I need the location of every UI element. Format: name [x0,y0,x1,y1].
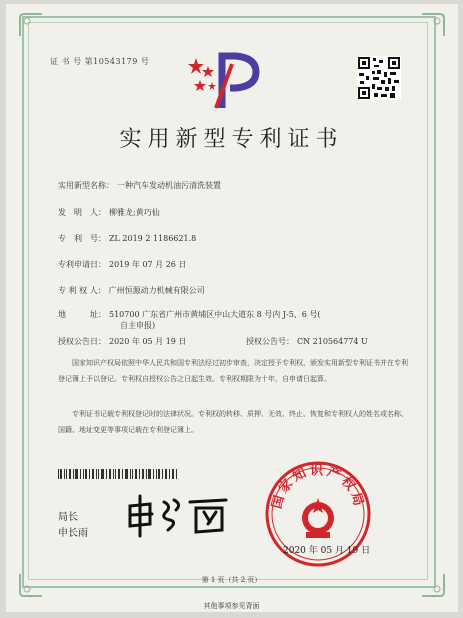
page-number: 第 1 页（共 2 页） [201,576,262,584]
field-value: 2020 年 05 月 19 日 [109,337,187,346]
barcode-icon [58,469,178,479]
director-title: 局长 [58,512,78,523]
field-grant-number [246,336,368,347]
field-address [58,309,321,320]
field-utility-model-name [58,180,221,191]
qr-code-icon [357,56,401,100]
field-value: 柳雅龙;黄巧仙 [109,208,160,217]
field-label: 授权公告号： [246,337,294,346]
signature-icon [122,492,232,538]
field-filing-date [58,259,186,270]
director-name: 申长雨 [58,528,88,539]
field-label: 地 址： [58,310,106,319]
field-patent-number [58,233,196,244]
field-value: 510700 广东省广州市黄埔区中山大道东 8 号内 J-5、6 号( [109,310,321,319]
field-value: CN 210564774 U [297,337,368,346]
field-label: 发 明 人： [58,208,106,217]
certificate-title: 实用新型专利证书 [119,127,344,152]
field-value: 一种汽车发动机油污清洗装置 [117,181,221,190]
seal-date: 2020 年 05 月 19 日 [283,546,371,556]
footer-note: 其他事项参见背面 [203,602,260,610]
field-value: ZL 2019 2 1186621.8 [109,234,197,243]
field-value: 2019 年 07 月 26 日 [109,260,187,269]
cnipa-logo-icon [186,50,266,112]
field-label: 专 利 号： [58,234,106,243]
field-label: 专 利 权 人： [58,286,106,295]
field-patent-holder [58,285,205,296]
field-label: 专利申请日： [58,260,106,269]
field-value: 广州恒源动力机械有限公司 [108,286,205,295]
certificate-number: 证 书 号 第10543179 号 [50,57,150,66]
paragraph-registration-notice: 专利证书记载专利权登记时的法律状况。专利权的转移、质押、无效、终止、恢复和专利权人的姓名或名称、国籍、地址变更等事项记载在专利登记簿上。 [58,410,408,434]
corner-ornament-icon [18,12,44,38]
paragraph-grant-notice: 国家知识产权局依照中华人民共和国专利法经过初步审查，决定授予专利权，颁发实用新型专利证书并在专利登记簿上予以登记。专利权自授权公告之日起生效。专利权期限为十年，自申请日起算。 [58,359,408,383]
field-grant-date [58,336,186,347]
field-inventor [58,207,160,218]
field-label: 授权公告日： [58,337,106,346]
field-label: 实用新型名称： [58,181,114,190]
corner-ornament-icon [420,12,446,38]
field-address-continued: 自主申报) [120,321,156,330]
seal-text: 国家知识产权局 [269,463,367,511]
